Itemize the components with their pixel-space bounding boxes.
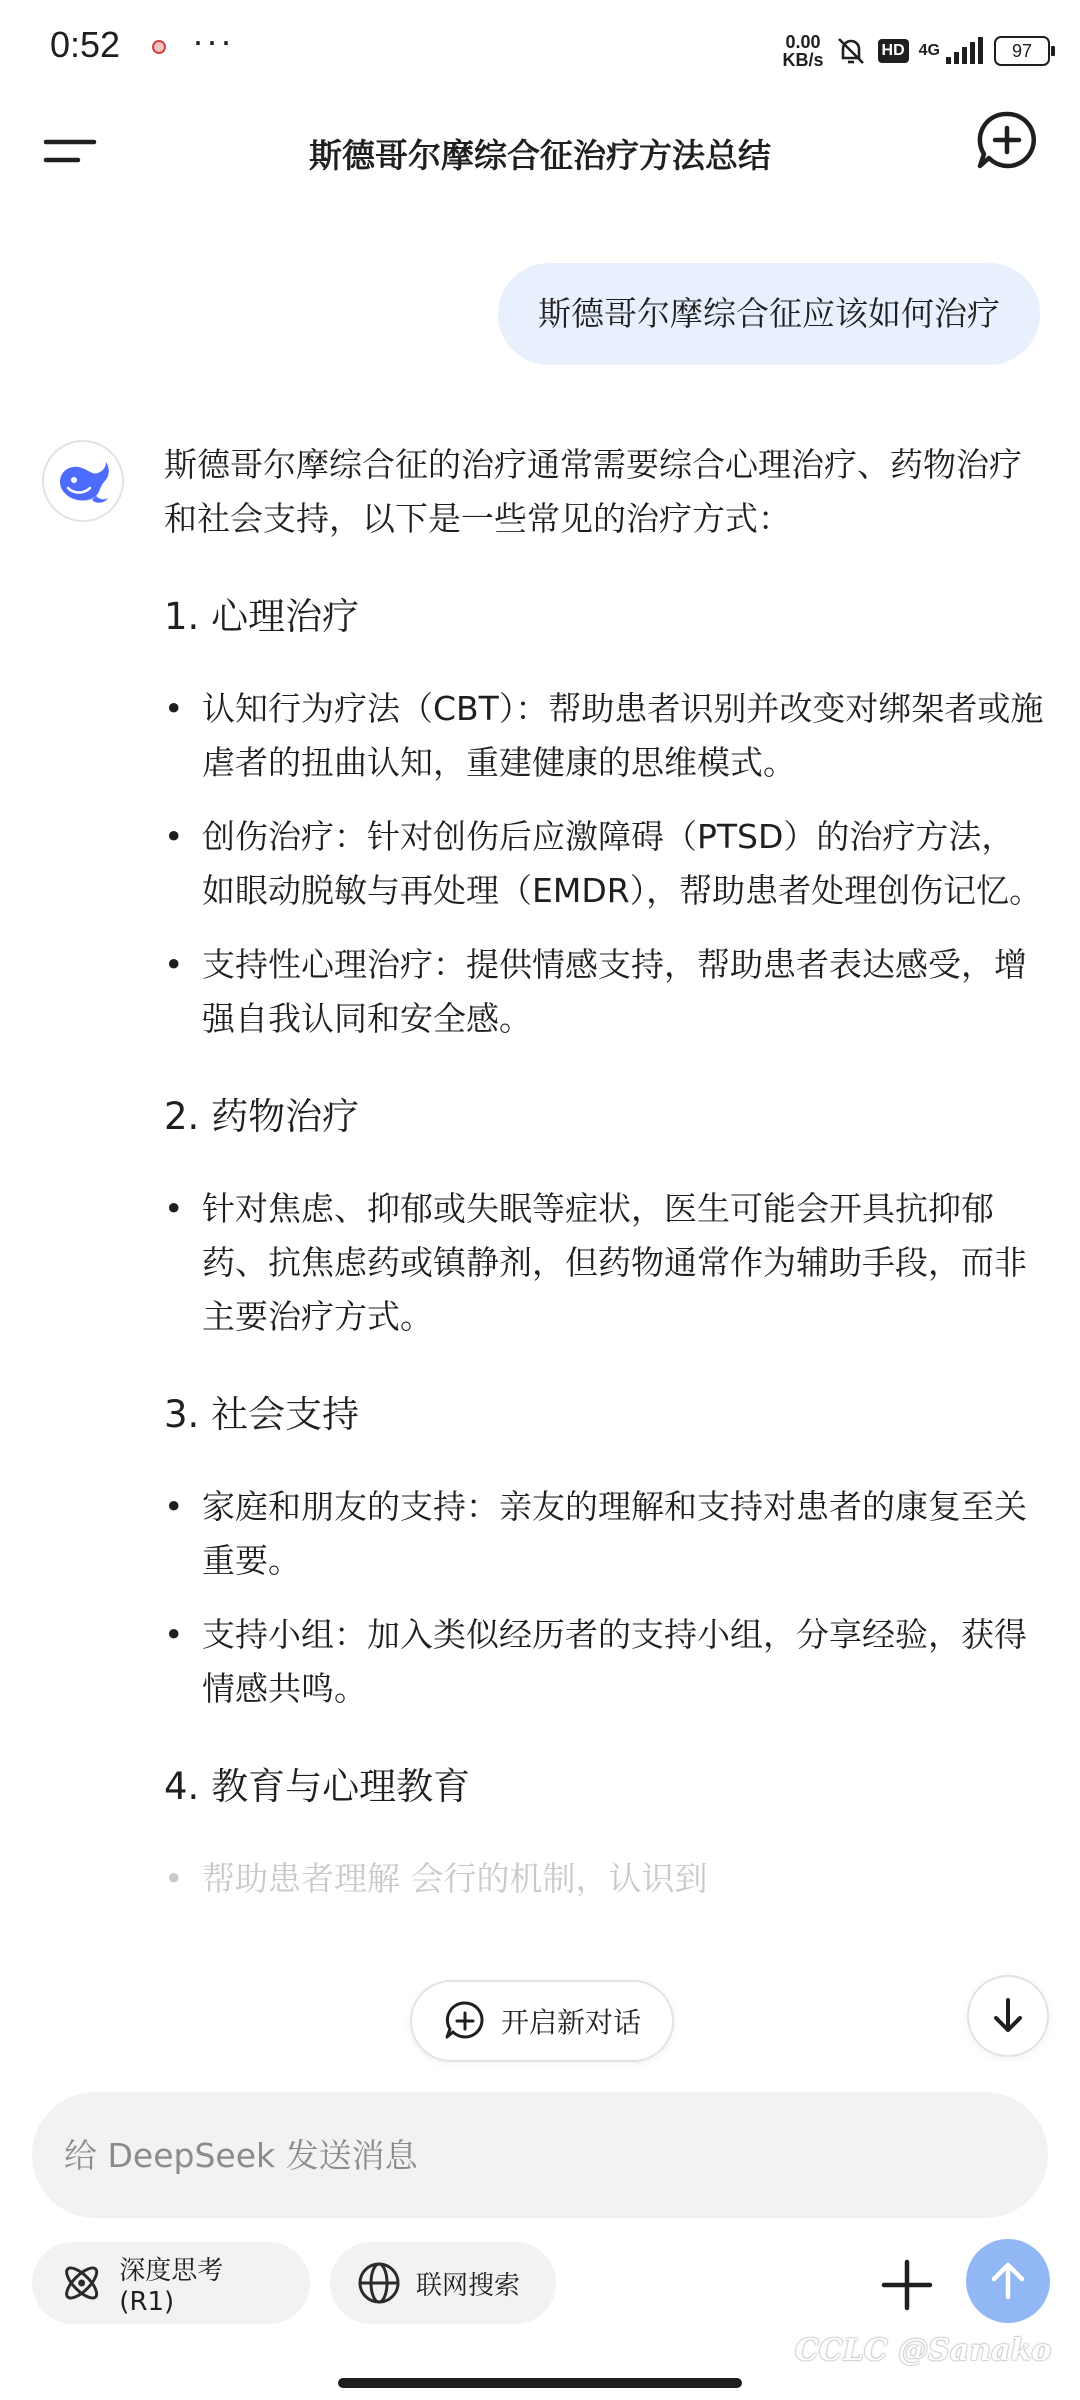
status-time: 0:52 xyxy=(50,24,121,65)
assistant-answer xyxy=(164,438,1044,1926)
watermark: CCLC @Sanako xyxy=(795,2333,1052,2368)
section-list xyxy=(164,682,1044,1046)
new-chat-button[interactable] xyxy=(972,106,1042,176)
list-item: • 家庭和朋友的支持：亲友的理解和支持对患者的康复至关重要。 xyxy=(164,1480,1044,1588)
signal-icon xyxy=(944,37,984,65)
user-message-bubble: 斯德哥尔摩综合征应该如何治疗 xyxy=(498,263,1040,365)
list-item: • 创伤治疗：针对创伤后应激障碍（PTSD）的治疗方法，如眼动脱敏与再处理（EMDR），帮助患者处理创伤记忆。 xyxy=(164,810,1044,918)
section-list xyxy=(164,1182,1044,1344)
new-chat-icon xyxy=(443,1999,487,2043)
new-chat-pill-button[interactable] xyxy=(410,1980,674,2062)
list-item: • 支持性心理治疗：提供情感支持，帮助患者表达感受，增强自我认同和安全感。 xyxy=(164,938,1044,1046)
list-item-partial: • 帮助患者理解 会行的机制，认识到 xyxy=(164,1852,1044,1906)
section-list xyxy=(164,1480,1044,1716)
section-heading: 1. 心理治疗 xyxy=(164,595,360,638)
list-item: • 认知行为疗法（CBT）：帮助患者识别并改变对绑架者或施虐者的扭曲认知，重建健康的思维模式。 xyxy=(164,682,1044,790)
hd-badge: HD xyxy=(878,39,909,63)
net-speed xyxy=(783,33,824,69)
attach-button[interactable] xyxy=(872,2250,942,2320)
section-heading: 4. 教育与心理教育 xyxy=(164,1765,471,1808)
arrow-up-icon xyxy=(984,2257,1032,2305)
deepseek-whale-icon xyxy=(44,442,122,520)
section-heading: 2. 药物治疗 xyxy=(164,1095,360,1138)
menu-icon xyxy=(42,120,102,180)
home-indicator[interactable] xyxy=(338,2378,742,2388)
scroll-down-button[interactable] xyxy=(967,1975,1049,2057)
list-item: • 针对焦虑、抑郁或失眠等症状，医生可能会开具抗抑郁药、抗焦虑药或镇静剂，但药物通常作为辅助手段，而非主要治疗方式。 xyxy=(164,1182,1044,1344)
new-chat-icon xyxy=(972,106,1042,176)
status-indicators xyxy=(783,26,1050,76)
section-heading: 3. 社会支持 xyxy=(164,1393,360,1436)
battery-indicator: 97 xyxy=(994,36,1050,66)
send-button[interactable] xyxy=(966,2239,1050,2323)
net-speed-value: 0.00 xyxy=(785,32,821,52)
new-chat-label: 开启新对话 xyxy=(500,2006,641,2039)
section-list xyxy=(164,1852,1044,1906)
message-input[interactable] xyxy=(32,2092,1048,2218)
arrow-down-icon xyxy=(986,1994,1030,2038)
deep-think-label: 深度思考 (R1) xyxy=(119,2255,224,2317)
status-bar xyxy=(0,0,1080,100)
status-more-icon: ··· xyxy=(192,20,234,61)
net-speed-unit: KB/s xyxy=(782,50,824,70)
assistant-avatar xyxy=(42,440,124,522)
web-search-label: 联网搜索 xyxy=(416,2270,521,2301)
page-title: 斯德哥尔摩综合征治疗方法总结 xyxy=(309,136,771,175)
notification-icon xyxy=(152,40,166,54)
top-bar xyxy=(0,100,1080,220)
answer-intro: 斯德哥尔摩综合征的治疗通常需要综合心理治疗、药物治疗和社会支持，以下是一些常见的治疗方式： xyxy=(164,445,1022,538)
plus-icon xyxy=(872,2250,942,2320)
composer xyxy=(0,2070,1080,2400)
globe-icon xyxy=(356,2260,402,2306)
network-type: 4G xyxy=(918,42,940,59)
web-search-button[interactable] xyxy=(330,2242,556,2324)
deep-think-button[interactable] xyxy=(32,2242,310,2324)
list-item: • 支持小组：加入类似经历者的支持小组，分享经验，获得情感共鸣。 xyxy=(164,1608,1044,1716)
atom-icon xyxy=(58,2259,105,2307)
mute-bell-icon xyxy=(834,34,868,68)
menu-button[interactable] xyxy=(42,120,102,180)
